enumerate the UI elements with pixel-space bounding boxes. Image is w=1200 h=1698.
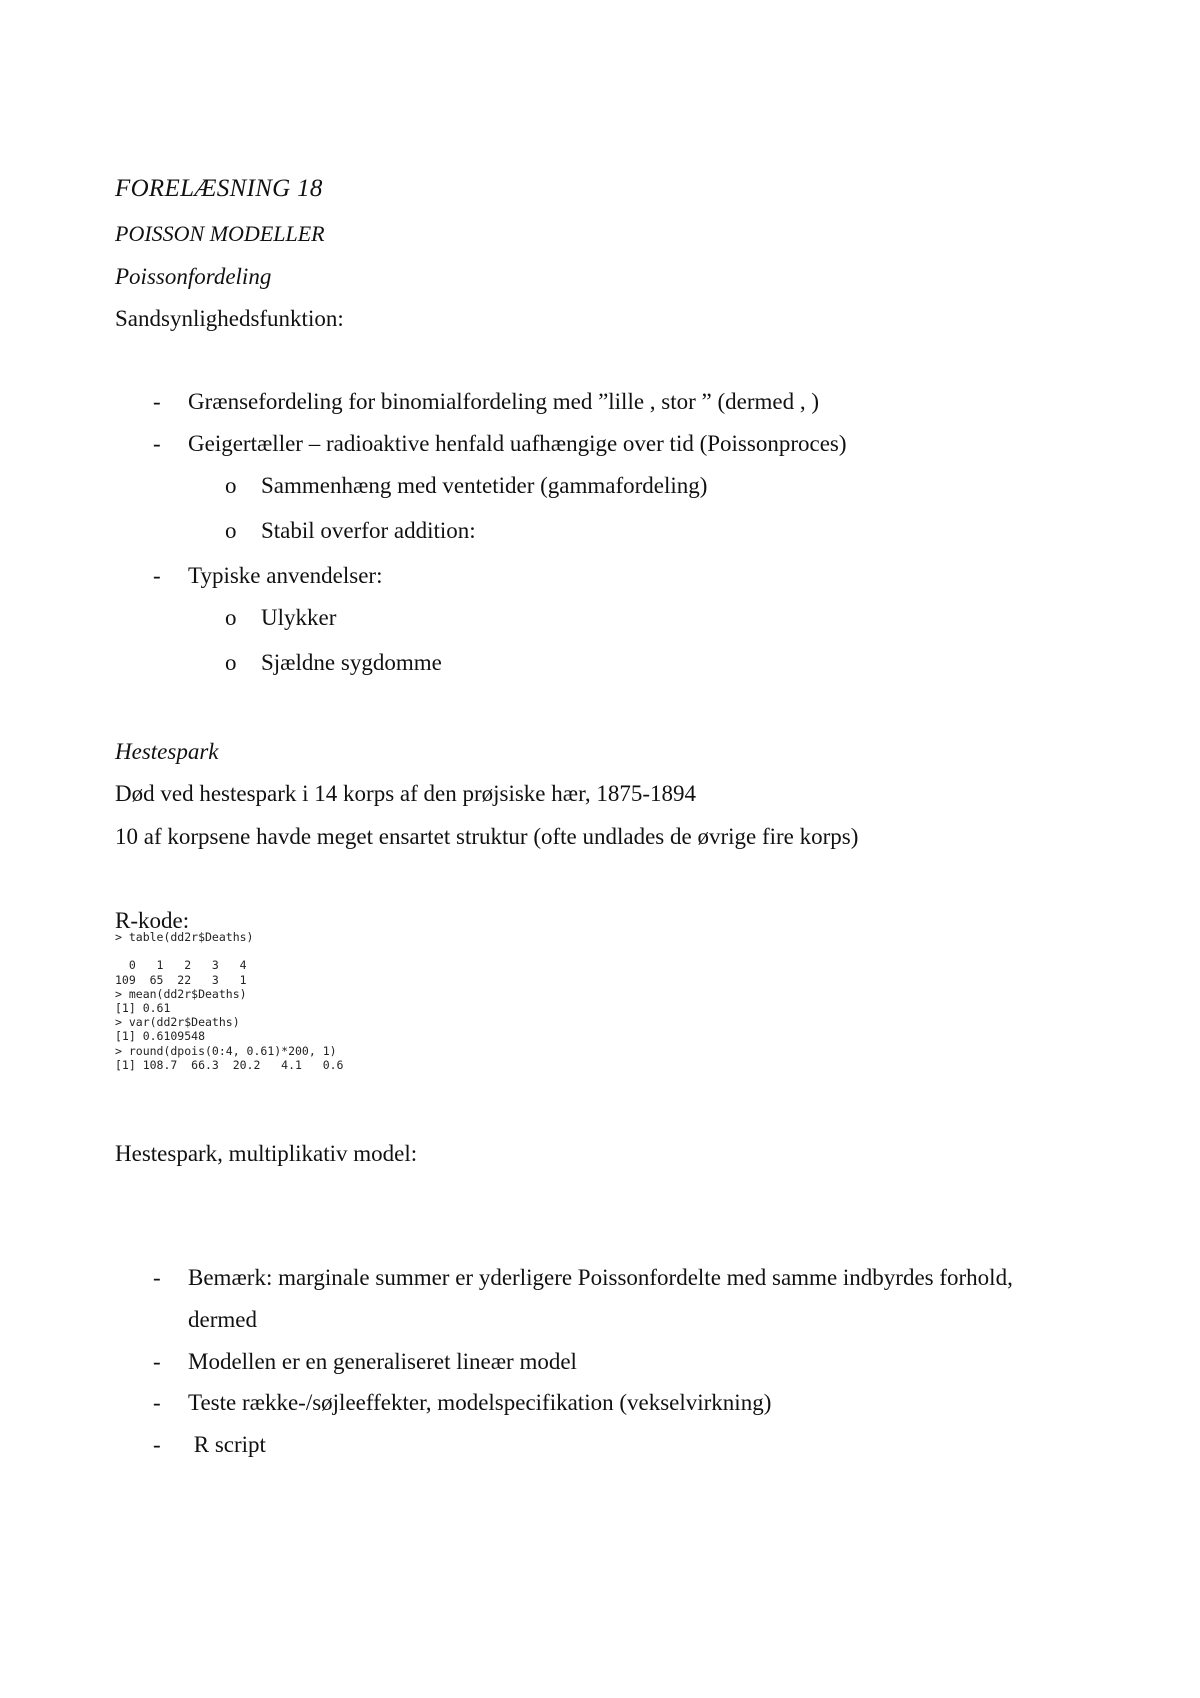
code-line: [1] 108.7 66.3 20.2 4.1 0.6 <box>115 1057 344 1072</box>
dash-bullet-icon: - <box>153 431 161 456</box>
topic-subheading: POISSON MODELLER <box>115 221 325 246</box>
rcode-label: R-kode: <box>115 908 190 933</box>
circle-bullet-icon: o <box>225 605 237 630</box>
code-line: [1] 0.6109548 <box>115 1029 206 1044</box>
sub-list-item-text: Sammenhæng med ventetider (gammafordeling) <box>261 473 708 498</box>
paragraph: Død ved hestespark i 14 korps af den prøjsiske hær, 1875-1894 <box>115 781 697 806</box>
circle-bullet-icon: o <box>225 473 237 498</box>
list-item-text: R script <box>188 1432 266 1457</box>
dash-bullet-icon: - <box>153 1390 161 1415</box>
sub-list-item-text: Sjældne sygdomme <box>261 650 442 675</box>
list-item-text: dermed <box>188 1307 257 1332</box>
sub-list-item-text: Stabil overfor addition: <box>261 518 476 543</box>
circle-bullet-icon: o <box>225 650 237 675</box>
code-line: [1] 0.61 <box>115 1001 171 1016</box>
sub-list-item-text: Ulykker <box>261 605 337 630</box>
code-line <box>115 944 343 958</box>
list-item-text: Geigertæller – radioaktive henfald uafhængige over tid (Poissonproces) <box>188 431 847 456</box>
circle-bullet-icon: o <box>225 518 237 543</box>
section-title-hestespark: Hestespark <box>115 739 219 764</box>
dash-bullet-icon: - <box>153 1432 161 1457</box>
code-line: > round(dpois(0:4, 0.61)*200, 1) <box>115 1043 337 1058</box>
dash-bullet-icon: - <box>153 1349 161 1374</box>
section-title-poissonfordeling: Poissonfordeling <box>115 264 272 289</box>
code-line: > var(dd2r$Deaths) <box>115 1015 240 1030</box>
pmf-label: Sandsynlighedsfunktion: <box>115 306 344 331</box>
code-line: 109 65 22 3 1 <box>115 972 247 987</box>
code-line: > mean(dd2r$Deaths) <box>115 986 247 1001</box>
model-label: Hestespark, multiplikativ model: <box>115 1141 418 1166</box>
lecture-heading: FORELÆSNING 18 <box>115 175 323 202</box>
list-item-text: Typiske anvendelser: <box>188 563 383 588</box>
list-item-text: Grænsefordeling for binomialfordeling med ”lille , stor ” (dermed , ) <box>188 389 820 414</box>
list-item-text: Teste række-/søjleeffekter, modelspecifikation (vekselvirkning) <box>188 1390 772 1415</box>
r-code-output <box>115 930 343 1072</box>
paragraph: 10 af korpsene havde meget ensartet struktur (ofte undlades de øvrige fire korps) <box>115 824 859 849</box>
list-item-text: Bemærk: marginale summer er yderligere Poissonfordelte med samme indbyrdes forhold, <box>188 1265 1013 1290</box>
code-line: > table(dd2r$Deaths) <box>115 930 254 944</box>
dash-bullet-icon: - <box>153 1265 161 1290</box>
dash-bullet-icon: - <box>153 389 161 414</box>
dash-bullet-icon: - <box>153 563 161 588</box>
list-item-text: Modellen er en generaliseret lineær model <box>188 1349 577 1374</box>
code-line: 0 1 2 3 4 <box>115 958 247 973</box>
